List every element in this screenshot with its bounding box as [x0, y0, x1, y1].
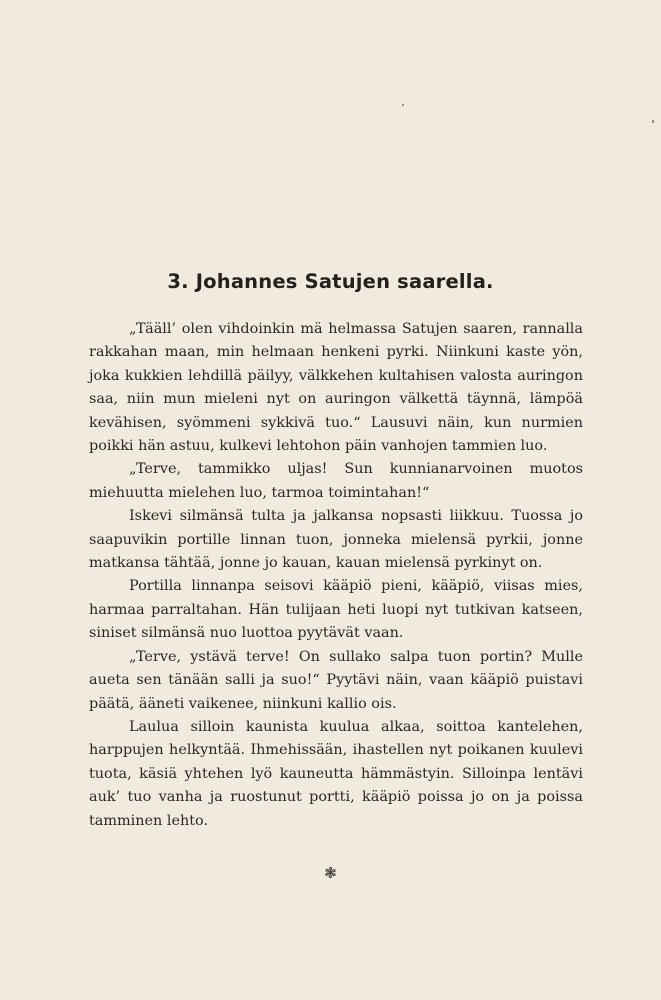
paragraph: Iskevi silmänsä tulta ja jalkansa nopsasti liikkuu. Tuossa jo saapuvikin portille linnan tuon, jonneka mielensä pyrkii, jonne matkansa tähtää, jonne jo kauan, kauan mielensä pyrkinyt on. — [89, 508, 583, 572]
show-through-text — [90, 92, 590, 182]
paper-speck — [402, 104, 404, 106]
body-text — [89, 318, 583, 833]
paragraph: „Tääll’ olen vihdoinkin mä helmassa Satujen saaren, rannalla rakkahan maan, min helmaan henkeni pyrki. Niinkuni kaste yön, joka kukkien lehdillä päilyy, välkkehen kultahisen valosta auringon saa, niin mun mieleni nyt on auringon välkettä täynnä, lämpöä kevähisen, syömmeni sykkivä tuo.“ Lausuvi näin, kun nurmien poikki hän astuu, kulkevi lehtohon päin vanhojen tammien luo. — [89, 321, 583, 455]
paragraph: „Terve, tammikko uljas! Sun kunnianarvoinen muotos miehuutta mielehen luo, tarmoa toimintahan!“ — [89, 461, 583, 501]
paper-speck — [652, 120, 654, 123]
chapter-title: 3. Johannes Satujen saarella. — [167, 270, 494, 293]
paragraph: Portilla linnanpa seisovi kääpiö pieni, kääpiö, viisas mies, harmaa parraltahan. Hän tulijaan heti luopi nyt tutkivan katseen, siniset silmänsä nuo luottoa pyytävät vaan. — [89, 578, 583, 642]
paragraph: Laulua silloin kaunista kuulua alkaa, soittoa kantelehen, harppujen helkyntää. Ihmehissään, ihastellen nyt poikanen kuulevi tuota, käsiä yhtehen lyö kauneutta hämmästyin. Silloinpa lentävi auk’ tuo vanha ja ruostunut portti, kääpiö poissa jo on ja poissa tamminen lehto. — [89, 718, 583, 829]
section-end-ornament-icon: ❃ — [324, 864, 337, 882]
paragraph: „Terve, ystävä terve! On sullako salpa tuon portin? Mulle aueta sen tänään salli ja suo!“ Pyytävi näin, vaan kääpiö puistavi päätä, ääneti vaikenee, niinkuni kallio ois. — [89, 648, 583, 712]
